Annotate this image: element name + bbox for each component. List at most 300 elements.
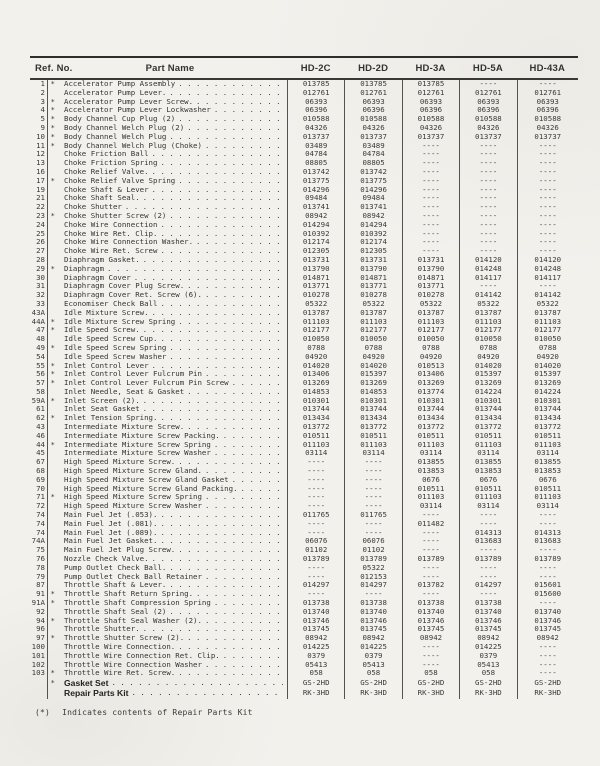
part-number-cell-hd-5a: 05322	[459, 300, 516, 309]
part-number-cell-hd-43a: ----	[517, 546, 578, 555]
part-name-cell	[48, 608, 287, 617]
part-number-cell-hd-2d: ----	[344, 529, 401, 538]
col-header-ref-no: Ref. No.	[35, 62, 73, 74]
repair-kit-star-marker: *	[50, 616, 55, 625]
part-number-cell-hd-2d: 014020	[344, 362, 401, 371]
part-name-text: Idle Speed Screw Cup.	[64, 335, 158, 344]
part-name-cell	[48, 688, 287, 698]
part-number-cell-hd-43a: 012761	[517, 89, 578, 98]
col-header-hd-3a: HD-3A	[415, 62, 446, 74]
part-number-cell-hd-2d: 013790	[344, 265, 401, 274]
part-number-cell-hd-2d: 013771	[344, 282, 401, 291]
leader-dots	[202, 467, 283, 476]
footnote	[35, 708, 253, 717]
part-number-cell-hd-2d: 010050	[344, 335, 401, 344]
part-number-cell-hd-43a: 011103	[517, 493, 578, 502]
part-number-cell-hd-3a: 013790	[402, 265, 459, 274]
part-number-cell-hd-5a: 011103	[459, 441, 516, 450]
part-number-cell-hd-43a: 014120	[517, 256, 578, 265]
part-number-cell-hd-2d: 05322	[344, 300, 401, 309]
part-number-cell-hd-3a: 013406	[402, 370, 459, 379]
part-number-cell-hd-5a: 06396	[459, 106, 516, 115]
part-number-cell-hd-3a: 04920	[402, 353, 459, 362]
part-number-cell-hd-2c: 06076	[287, 537, 344, 546]
leader-dots	[157, 221, 283, 230]
part-name-text: Idle Speed Screw Spring	[64, 343, 167, 352]
part-number-cell-hd-43a: ----	[517, 186, 578, 195]
ref-no-cell: 48	[30, 335, 48, 344]
part-number-cell-hd-3a: 010513	[402, 362, 459, 371]
part-name-text: Body Channel Welch Plug (2)	[64, 123, 185, 132]
leader-dots	[175, 80, 283, 89]
part-number-cell-hd-43a: 010050	[517, 335, 578, 344]
leader-dots	[238, 485, 283, 494]
part-name-text: Economiser Check Ball	[64, 299, 158, 308]
part-number-cell-hd-2d: ----	[344, 502, 401, 511]
part-name-cell	[48, 177, 287, 186]
part-number-cell-hd-2d: 013731	[344, 256, 401, 265]
part-name-cell	[48, 106, 287, 115]
part-number-cell-hd-2c: 01102	[287, 546, 344, 555]
repair-kit-star-marker: *	[50, 343, 55, 352]
part-number-cell-hd-5a: 010050	[459, 335, 516, 344]
part-name-text: Throttle Shutter.	[64, 625, 140, 634]
ref-no-cell: 22	[30, 203, 48, 212]
leader-dots	[166, 344, 283, 353]
part-number-cell-hd-5a: ----	[459, 520, 516, 529]
part-number-cell-hd-2c: 010588	[287, 115, 344, 124]
part-number-cell-hd-3a: 08942	[402, 634, 459, 643]
part-name-cell	[48, 300, 287, 309]
part-number-cell-hd-5a: 010511	[459, 485, 516, 494]
repair-kit-star-marker	[48, 282, 57, 291]
repair-kit-star-marker: *	[50, 141, 55, 150]
repair-kit-star-marker	[48, 449, 57, 458]
part-number-cell-hd-3a: 013853	[402, 467, 459, 476]
repair-kit-star-marker	[48, 194, 57, 203]
repair-kit-star-marker	[48, 309, 57, 318]
ref-no-cell: 101	[30, 652, 48, 661]
ref-no-cell: 43A	[30, 309, 48, 318]
part-number-cell-hd-43a: ----	[517, 564, 578, 573]
part-number-cell-hd-2d: 03489	[344, 142, 401, 151]
part-number-cell-hd-2d: 014294	[344, 221, 401, 230]
part-number-cell-hd-2c: 014853	[287, 388, 344, 397]
ref-no-cell: 3	[30, 98, 48, 107]
leader-dots	[157, 300, 283, 309]
part-number-cell-hd-2d: 013787	[344, 309, 401, 318]
part-number-cell-hd-43a: ----	[517, 168, 578, 177]
part-number-cell-hd-5a: 011103	[459, 318, 516, 327]
part-number-cell-hd-2c: 010511	[287, 432, 344, 441]
part-name-cell	[48, 98, 287, 107]
part-number-cell-hd-2d: 013744	[344, 405, 401, 414]
part-name-cell	[48, 467, 287, 476]
part-number-cell-hd-2d: 015397	[344, 370, 401, 379]
part-number-cell-hd-3a: ----	[402, 212, 459, 221]
repair-kit-star-marker	[48, 520, 57, 529]
part-number-cell-hd-2c: 014225	[287, 643, 344, 652]
part-number-cell-hd-3a: ----	[402, 203, 459, 212]
repair-kit-star-marker	[48, 300, 57, 309]
part-number-cell-hd-43a: 013269	[517, 379, 578, 388]
repair-kit-star-marker: *	[50, 379, 55, 388]
repair-kit-star-marker	[48, 537, 57, 546]
leader-dots	[175, 177, 283, 186]
part-name-cell	[48, 449, 287, 458]
part-number-cell-hd-2c: 010301	[287, 397, 344, 406]
leader-dots	[202, 370, 283, 379]
part-name-cell	[48, 652, 287, 661]
part-number-cell-hd-43a: 04920	[517, 353, 578, 362]
part-number-cell-hd-3a: 010511	[402, 485, 459, 494]
part-number-cell-hd-2d: 03114	[344, 449, 401, 458]
part-number-cell-hd-5a: ----	[459, 212, 516, 221]
part-number-cell-hd-2c: 011765	[287, 511, 344, 520]
part-number-cell-hd-2d: 0788	[344, 344, 401, 353]
part-number-cell-hd-2d: ----	[344, 467, 401, 476]
part-number-cell-hd-2c: 08942	[287, 212, 344, 221]
part-name-cell	[48, 634, 287, 643]
part-number-cell-hd-5a: 08942	[459, 634, 516, 643]
part-name-text: Diaphragm	[64, 264, 105, 273]
part-number-cell-hd-43a: 014142	[517, 291, 578, 300]
part-name-text: Inlet Control Lever Fulcrum Pin Screw	[64, 379, 229, 388]
part-name-cell	[48, 599, 287, 608]
part-number-cell-hd-43a: 010511	[517, 485, 578, 494]
table-row	[30, 669, 578, 678]
repair-kit-star-marker: *	[50, 414, 55, 423]
part-name-text: Intermediate Mixture Screw.	[64, 423, 185, 432]
part-name-cell	[48, 458, 287, 467]
leader-dots	[166, 353, 283, 362]
ref-no-cell	[30, 678, 48, 688]
repair-kit-star-marker	[48, 247, 57, 256]
part-number-cell-hd-5a: 013744	[459, 405, 516, 414]
part-number-cell-hd-3a: 011103	[402, 493, 459, 502]
part-number-cell-hd-5a: 013269	[459, 379, 516, 388]
part-number-cell-hd-5a: 04326	[459, 124, 516, 133]
part-name-text: Choke Shutter	[64, 203, 122, 212]
part-name-cell	[48, 432, 287, 441]
part-number-cell-hd-3a: ----	[402, 168, 459, 177]
part-name-cell	[48, 546, 287, 555]
part-name-text: Main Fuel Jet (.089).	[64, 528, 158, 537]
col-header-hd-2d: HD-2D	[358, 62, 389, 74]
part-number-cell-hd-5a: ----	[459, 80, 516, 89]
table-row	[30, 661, 578, 670]
part-name-text: Throttle Shaft Compression Spring	[64, 599, 211, 608]
leader-dots	[128, 688, 283, 698]
table-row	[30, 688, 578, 698]
repair-kit-star-marker	[48, 150, 57, 159]
part-number-cell-hd-43a: ----	[517, 80, 578, 89]
part-number-cell-hd-43a: 0676	[517, 476, 578, 485]
repair-kit-star-marker: *	[50, 669, 55, 678]
part-number-cell-hd-2d: 013785	[344, 80, 401, 89]
part-number-cell-hd-2c: ----	[287, 564, 344, 573]
part-number-cell-hd-2d: 05322	[344, 564, 401, 573]
part-name-cell	[48, 502, 287, 511]
part-number-cell-hd-3a: 010278	[402, 291, 459, 300]
part-number-cell-hd-5a: 058	[459, 669, 516, 678]
part-name-cell	[48, 555, 287, 564]
part-number-cell-hd-2c: 014297	[287, 581, 344, 590]
part-number-cell-hd-3a: 013746	[402, 617, 459, 626]
part-name-cell	[48, 379, 287, 388]
ref-no-cell: 19	[30, 186, 48, 195]
part-number-cell-hd-3a: ----	[402, 177, 459, 186]
ref-no-cell: 55	[30, 362, 48, 371]
part-number-cell-hd-2d: 014297	[344, 581, 401, 590]
part-number-cell-hd-5a: 013746	[459, 617, 516, 626]
part-number-cell-hd-2c: 010392	[287, 230, 344, 239]
leader-dots	[149, 309, 283, 318]
leader-dots	[157, 529, 283, 538]
part-name-text: Choke Relief Valve.	[64, 167, 149, 176]
leader-dots	[131, 274, 283, 283]
part-number-cell-hd-2d: ----	[344, 493, 401, 502]
part-name-text: Choke Wire Connection	[64, 220, 158, 229]
ref-no-cell: 17	[30, 177, 48, 186]
leader-dots	[166, 133, 283, 142]
part-number-cell-hd-2c: 013746	[287, 617, 344, 626]
part-name-text: High Speed Mixture Screw Spring	[64, 493, 202, 502]
leader-dots	[149, 168, 283, 177]
part-name-cell	[48, 493, 287, 502]
part-name-text: Diaphragm Gasket.	[64, 255, 140, 264]
part-number-cell-hd-3a: GS-2HD	[402, 678, 459, 688]
part-number-cell-hd-5a: 04920	[459, 353, 516, 362]
leader-dots	[140, 405, 283, 414]
part-name-text: Diaphragm Cover Ret. Screw (6).	[64, 291, 202, 300]
part-number-cell-hd-2d: 013742	[344, 168, 401, 177]
repair-kit-star-marker: *	[50, 590, 55, 599]
part-name-text: Throttle Wire Ret. Screw.	[64, 669, 176, 678]
part-number-cell-hd-5a: ----	[459, 194, 516, 203]
part-number-cell-hd-3a: ----	[402, 238, 459, 247]
leader-dots	[175, 669, 283, 678]
part-number-cell-hd-3a: 010301	[402, 397, 459, 406]
leader-dots	[193, 238, 283, 247]
part-number-cell-hd-2d: ----	[344, 520, 401, 529]
part-number-cell-hd-5a: 0379	[459, 652, 516, 661]
part-number-cell-hd-43a: 011103	[517, 441, 578, 450]
part-number-cell-hd-5a: 013772	[459, 423, 516, 432]
part-number-cell-hd-2d: 013741	[344, 203, 401, 212]
part-number-cell-hd-3a: 013737	[402, 133, 459, 142]
part-number-cell-hd-43a: ----	[517, 643, 578, 652]
part-number-cell-hd-2c: 013742	[287, 168, 344, 177]
part-number-cell-hd-2d: 013740	[344, 608, 401, 617]
part-number-cell-hd-43a: ----	[517, 669, 578, 678]
part-number-cell-hd-43a: ----	[517, 177, 578, 186]
part-name-text: Diaphragm Cover	[64, 273, 131, 282]
ref-no-cell: 69	[30, 476, 48, 485]
part-number-cell-hd-43a: ----	[517, 150, 578, 159]
leader-dots	[175, 643, 283, 652]
part-name-cell	[48, 230, 287, 239]
part-number-cell-hd-5a: 013745	[459, 625, 516, 634]
part-number-cell-hd-2d: ----	[344, 458, 401, 467]
leader-dots	[211, 599, 283, 608]
part-number-cell-hd-5a: 013737	[459, 133, 516, 142]
part-number-cell-hd-2d: 010588	[344, 115, 401, 124]
repair-kit-star-marker	[48, 221, 57, 230]
part-number-cell-hd-2c: ----	[287, 590, 344, 599]
leader-dots	[157, 159, 283, 168]
part-number-cell-hd-2d: 04920	[344, 353, 401, 362]
part-number-cell-hd-3a: 014871	[402, 274, 459, 283]
part-number-cell-hd-2c: 010278	[287, 291, 344, 300]
leader-dots	[220, 432, 283, 441]
part-number-cell-hd-2d: 06393	[344, 98, 401, 107]
part-number-cell-hd-5a: 013855	[459, 458, 516, 467]
part-number-cell-hd-3a: ----	[402, 194, 459, 203]
repair-kit-star-marker: *	[50, 396, 55, 405]
part-number-cell-hd-2d: 013775	[344, 177, 401, 186]
part-number-cell-hd-5a: 014120	[459, 256, 516, 265]
part-name-cell	[48, 212, 287, 221]
ref-no-cell: 91A	[30, 599, 48, 608]
part-name-text: High Speed Mixture Screw Gland Packing.	[64, 484, 238, 493]
part-number-cell-hd-2c: 013269	[287, 379, 344, 388]
part-number-cell-hd-5a: 011103	[459, 493, 516, 502]
part-name-cell	[48, 142, 287, 151]
part-name-cell	[48, 318, 287, 327]
part-name-text: Intermediate Mixture Screw Spring	[64, 440, 211, 449]
ref-no-cell: 32	[30, 291, 48, 300]
ref-no-cell: 4	[30, 106, 48, 115]
part-name-text: Accelerator Pump Lever.	[64, 88, 167, 97]
col-header-hd-5a: HD-5A	[472, 62, 503, 74]
part-name-text: Throttle Shaft Seal Washer (2).	[64, 616, 202, 625]
part-number-cell-hd-2d: 013745	[344, 625, 401, 634]
part-number-cell-hd-2c: 013775	[287, 177, 344, 186]
part-name-cell	[48, 274, 287, 283]
part-number-cell-hd-43a: 014117	[517, 274, 578, 283]
part-number-cell-hd-43a: RK-3HD	[517, 688, 578, 698]
part-number-cell-hd-43a: 014020	[517, 362, 578, 371]
leader-dots	[166, 89, 283, 98]
repair-kit-star-marker	[48, 203, 57, 212]
part-number-cell-hd-2d: RK-3HD	[344, 688, 401, 698]
ref-no-cell: 30	[30, 274, 48, 283]
part-number-cell-hd-43a: ----	[517, 247, 578, 256]
part-name-cell	[48, 256, 287, 265]
col-header-hd-43a: HD-43A	[529, 62, 566, 74]
leader-dots	[140, 625, 283, 634]
part-number-cell-hd-2d: 013772	[344, 423, 401, 432]
part-number-cell-hd-5a: ----	[459, 546, 516, 555]
part-name-cell	[48, 678, 287, 688]
repair-kit-star-marker	[48, 159, 57, 168]
table-body	[30, 80, 578, 699]
part-name-cell	[48, 476, 287, 485]
part-number-cell-hd-3a: 010050	[402, 335, 459, 344]
part-number-cell-hd-2d: 013737	[344, 133, 401, 142]
part-name-cell	[48, 643, 287, 652]
repair-kit-star-marker: *	[50, 326, 55, 335]
part-number-cell-hd-3a: 04326	[402, 124, 459, 133]
part-name-cell	[48, 150, 287, 159]
part-number-cell-hd-5a: ----	[459, 177, 516, 186]
part-name-text: Idle Mixture Screw Spring	[64, 317, 176, 326]
part-name-text: Choke Wire Connection Washer.	[64, 238, 194, 247]
ref-no-cell: 97	[30, 634, 48, 643]
part-number-cell-hd-2c: 013790	[287, 265, 344, 274]
part-name-text: High Speed Mixture Screw Gland Gasket	[64, 475, 229, 484]
part-number-cell-hd-2d: 011765	[344, 511, 401, 520]
part-name-text: Choke Wire Ret. Clip.	[64, 229, 158, 238]
part-number-cell-hd-3a: 013269	[402, 379, 459, 388]
part-number-cell-hd-2d: GS-2HD	[344, 678, 401, 688]
leader-dots	[157, 335, 283, 344]
part-number-cell-hd-3a: 013771	[402, 282, 459, 291]
leader-dots	[193, 590, 283, 599]
part-number-cell-hd-3a: 013745	[402, 625, 459, 634]
part-number-cell-hd-3a: ----	[402, 186, 459, 195]
part-number-cell-hd-5a: 013853	[459, 467, 516, 476]
ref-no-cell: 10	[30, 133, 48, 142]
part-name-cell	[48, 625, 287, 634]
part-number-cell-hd-5a: 014225	[459, 643, 516, 652]
part-number-cell-hd-2c: 09484	[287, 194, 344, 203]
ref-no-cell: 16	[30, 168, 48, 177]
part-number-cell-hd-43a: ----	[517, 221, 578, 230]
part-number-cell-hd-43a: 013737	[517, 133, 578, 142]
part-number-cell-hd-43a: 0788	[517, 344, 578, 353]
part-number-cell-hd-3a: 013772	[402, 423, 459, 432]
part-name-text: Throttle Wire Connection.	[64, 643, 176, 651]
leader-dots	[175, 318, 283, 327]
part-number-cell-hd-2c: 013789	[287, 555, 344, 564]
part-number-cell-hd-43a: 014224	[517, 388, 578, 397]
ref-no-cell: 47	[30, 326, 48, 335]
part-number-cell-hd-3a: 058	[402, 669, 459, 678]
part-number-cell-hd-2d: 01102	[344, 546, 401, 555]
part-number-cell-hd-2c: 013787	[287, 309, 344, 318]
part-number-cell-hd-5a: 0788	[459, 344, 516, 353]
part-number-cell-hd-43a: ----	[517, 511, 578, 520]
part-number-cell-hd-2d: 013269	[344, 379, 401, 388]
part-number-cell-hd-5a: ----	[459, 142, 516, 151]
part-number-cell-hd-2c: 05322	[287, 300, 344, 309]
part-number-cell-hd-5a: 013787	[459, 309, 516, 318]
repair-kit-star-marker: *	[50, 599, 55, 608]
part-number-cell-hd-43a: 013787	[517, 309, 578, 318]
part-number-cell-hd-3a: 013785	[402, 80, 459, 89]
part-name-cell	[48, 520, 287, 529]
leader-dots	[175, 458, 283, 467]
part-name-text: Inlet Tension Spring.	[64, 414, 158, 423]
part-number-cell-hd-43a: 04326	[517, 124, 578, 133]
part-number-cell-hd-5a: 012177	[459, 326, 516, 335]
part-name-cell	[48, 291, 287, 300]
part-number-cell-hd-2c: 0379	[287, 652, 344, 661]
part-name-cell	[48, 529, 287, 538]
part-name-text: Choke Shutter Screw (2)	[64, 211, 167, 220]
part-number-cell-hd-2d: 08942	[344, 212, 401, 221]
part-number-cell-hd-2c: ----	[287, 493, 344, 502]
part-number-cell-hd-3a: 013731	[402, 256, 459, 265]
repair-kit-star-marker	[48, 291, 57, 300]
ref-no-cell: 62	[30, 414, 48, 423]
part-number-cell-hd-5a: RK-3HD	[459, 688, 516, 698]
leader-dots	[229, 476, 283, 485]
leader-dots	[104, 265, 283, 274]
part-number-cell-hd-3a: ----	[402, 537, 459, 546]
